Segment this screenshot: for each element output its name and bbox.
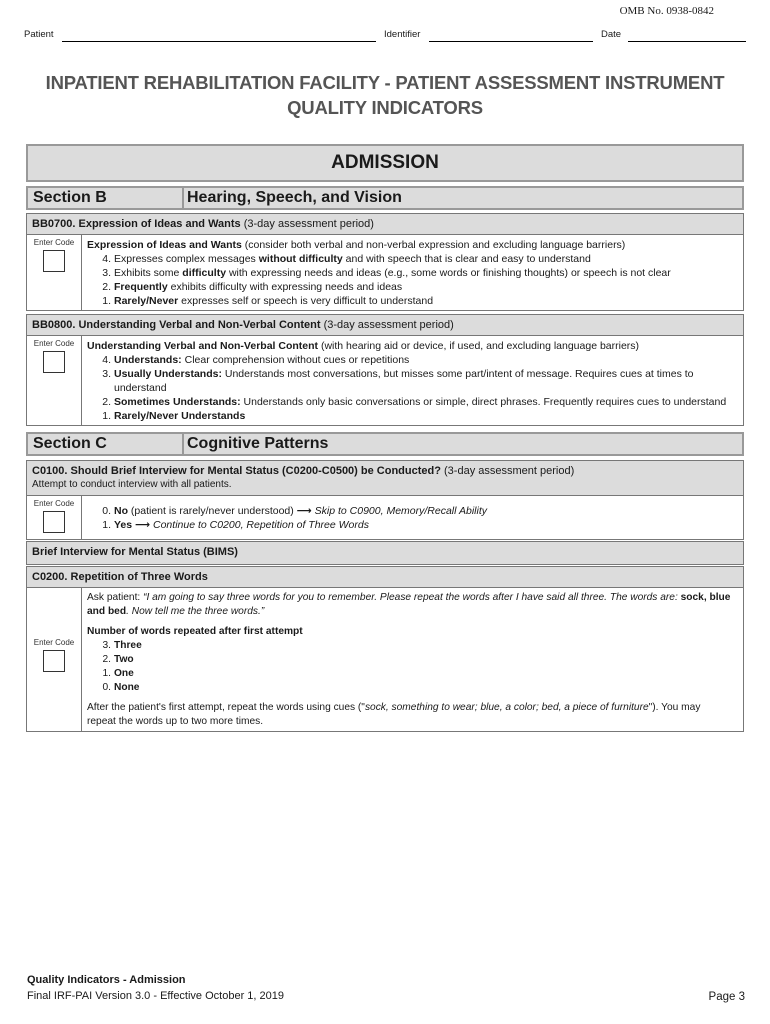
c0100-code-box[interactable] [43,511,65,533]
page-number: Page 3 [708,991,745,1003]
c0200-enter-code: Enter Code [27,588,82,731]
bb0800-code-box[interactable] [43,351,65,373]
arrow-right-icon: ⟶ [135,519,151,531]
bb0800-header: BB0800. Understanding Verbal and Non-Verbal Content (3-day assessment period) [26,314,744,336]
date-field[interactable] [628,41,746,42]
bb0800-item [26,314,744,426]
identifier-label: Identifier [384,29,421,40]
c0100-enter-code: Enter Code [27,496,82,539]
identifier-field[interactable] [429,41,593,42]
c0200-header: C0200. Repetition of Three Words [26,566,744,588]
arrow-right-icon: ⟶ [296,505,312,517]
c0100-header: C0100. Should Brief Interview for Mental Status (C0200-C0500) be Conducted? (3-day assessment period) Attempt to conduct interview with all patients. [26,460,744,496]
patient-field[interactable] [62,41,376,42]
c0200-code-box[interactable] [43,650,65,672]
c0200-content: Ask patient: “I am going to say three words for you to remember. Please repeat the words after I have said all three. The words are: sock, blue and bed. Now tell me the three words.” Number of words repeated after first attempt 3. Three 2. Two 1. One 0. None After the patient's first attempt, repeat the words using cues ("sock, something to wear; blue, a color; bed, a piece of furniture"). You may repeat the words up to two more times. [87,592,731,727]
bb0700-enter-code: Enter Code [27,235,82,310]
admission-banner: ADMISSION [26,144,744,182]
bb0700-header: BB0700. Expression of Ideas and Wants (3-day assessment period) [26,213,744,235]
section-b-header: Section B Hearing, Speech, and Vision [26,186,744,210]
footer: Quality Indicators - Admission Final IRF-PAI Version 3.0 - Effective October 1, 2019 [27,974,284,1002]
section-c-header: Section C Cognitive Patterns [26,432,744,456]
bb0700-item [26,213,744,311]
bb0800-enter-code: Enter Code [27,336,82,425]
c0100-item [26,460,744,540]
page-title: INPATIENT REHABILITATION FACILITY - PATIENT ASSESSMENT INSTRUMENT QUALITY INDICATORS [45,72,725,118]
bb0700-code-box[interactable] [43,250,65,272]
date-label: Date [601,29,622,40]
bb0800-content: Understanding Verbal and Non-Verbal Content (with hearing aid or device, if used, and excluding language barriers) 4. Understands: Clear comprehension without cues or repetitions 3. Usually Understands: Understands most conversations, but misses some part/intent of message. Requires cues at times to understand 2. Sometimes Understands: Understands only basic conversations or simple, direct phrases. Frequently requires cues to understand 1. Rarely/Never Understands [87,340,727,422]
c0100-content: 0. No (patient is rarely/never understood) ⟶ Skip to C0900, Memory/Recall Ability 1. Yes ⟶ Continue to C0200, Repetition of Three Words [102,505,487,531]
bb0700-content: Expression of Ideas and Wants (consider both verbal and non-verbal expression and excluding language barriers) 4. Expresses complex messages without difficulty and with speech that is clear and easy to understand 3. Exhibits some difficulty with expressing needs and ideas (e.g., some words or finishing thoughts) or speech is not clear 2. Frequently exhibits difficulty with expressing needs and ideas 1. Rarely/Never expresses self or speech is very difficult to understand [87,239,671,307]
omb-number: OMB No. 0938-0842 [619,5,714,17]
patient-label: Patient [24,29,54,40]
c0200-item [26,566,744,732]
patient-header [24,27,746,45]
bims-header: Brief Interview for Mental Status (BIMS) [26,541,744,565]
